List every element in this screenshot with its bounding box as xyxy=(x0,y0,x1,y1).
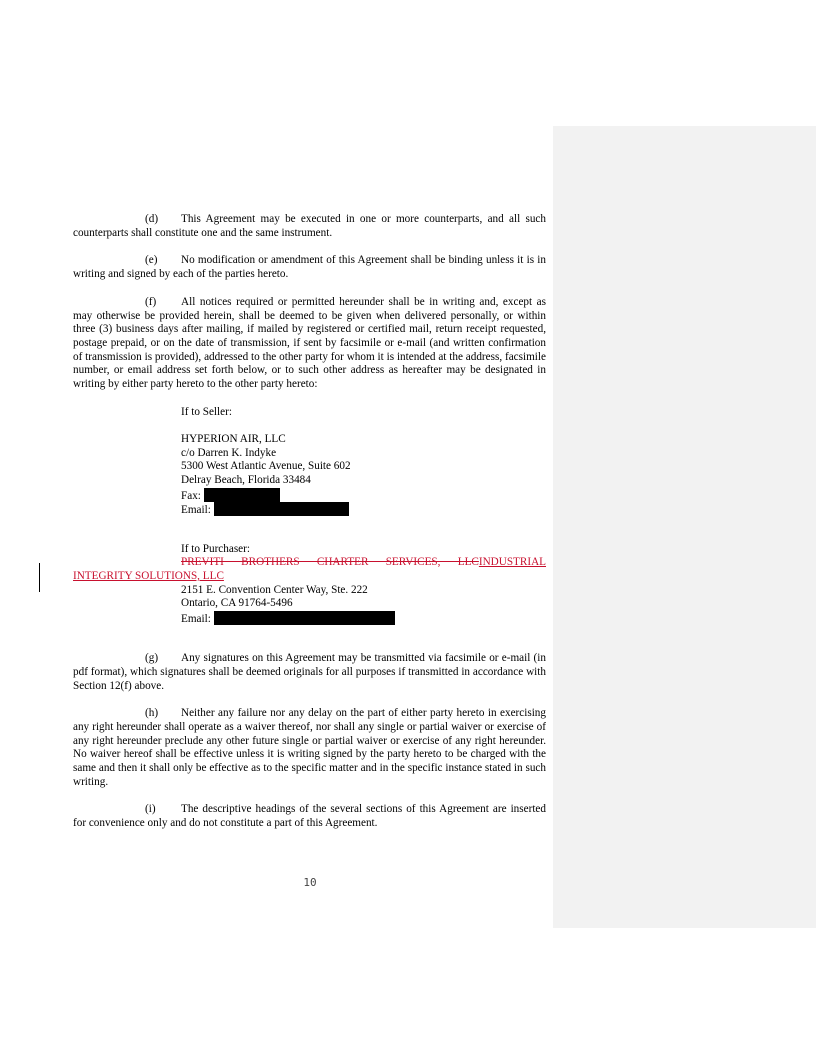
fax-label: Fax: xyxy=(181,489,201,502)
clause-text: This Agreement may be executed in one or more counterparts, and all such counterparts shall constitute one and the same instrument. xyxy=(73,213,546,239)
seller-address xyxy=(73,406,546,516)
clause-label: (i) xyxy=(145,803,156,816)
seller-city: Delray Beach, Florida 33484 xyxy=(181,474,311,487)
purchaser-email xyxy=(181,611,546,625)
redaction-box xyxy=(204,488,280,502)
clause-label: (e) xyxy=(145,254,158,267)
clause-label: (f) xyxy=(145,295,157,308)
purchaser-heading: If to Purchaser: xyxy=(181,542,250,555)
seller-email xyxy=(181,502,546,516)
page-number: 10 xyxy=(303,876,317,889)
seller-street: 5300 West Atlantic Avenue, Suite 602 xyxy=(181,460,351,473)
comment-pane xyxy=(553,126,816,928)
seller-attn: c/o Darren K. Indyke xyxy=(181,446,277,459)
inserted-text: INDUSTRIAL INTEGRITY SOLUTIONS, LLC xyxy=(73,556,546,582)
email-label: Email: xyxy=(181,503,211,516)
change-bar xyxy=(39,563,40,592)
email-label: Email: xyxy=(181,613,211,626)
clause-text: All notices required or permitted hereunder shall be in writing and, except as may otherwise be provided herein, shall be deemed to be given when delivered personally, or within three (3) business days after mailing, if mailed by registered or certified mail, return receipt requested, postage prepaid, or on the date of transmission, if sent by facsimile or e-mail (and written confirmation of transmission is provided), addressed to the other party for whom it is intended at the address, facsimile number, or email address set forth below, or to such other address as hereafter may be designated in writing by either party hereto to the other party hereto: xyxy=(73,295,546,391)
clause-label: (h) xyxy=(145,707,159,720)
deleted-text: PREVITI BROTHERS CHARTER SERVICES, LLC xyxy=(181,556,479,569)
clause-text: No modification or amendment of this Agreement shall be binding unless it is in writing and signed by each of the parties hereto. xyxy=(73,254,546,281)
purchaser-city: Ontario, CA 91764-5496 xyxy=(181,597,293,610)
seller-fax xyxy=(181,488,546,502)
clause-label: (d) xyxy=(145,213,159,225)
document-body xyxy=(73,213,546,845)
clause-text: The descriptive headings of the several sections of this Agreement are inserted for convenience only and do not constitute a part of this Agreement. xyxy=(73,803,546,830)
purchaser-street: 2151 E. Convention Center Way, Ste. 222 xyxy=(181,583,368,596)
clause-h xyxy=(73,707,546,789)
purchaser-heading-block xyxy=(73,543,546,557)
seller-heading: If to Seller: xyxy=(181,405,232,418)
redaction-box xyxy=(214,502,349,516)
purchaser-name-revision xyxy=(73,556,546,583)
seller-name: HYPERION AIR, LLC xyxy=(181,433,286,446)
redaction-box xyxy=(214,611,395,625)
clause-g xyxy=(73,652,546,693)
clause-d xyxy=(73,213,546,240)
clause-f xyxy=(73,296,546,392)
clause-label: (g) xyxy=(145,652,159,665)
clause-i xyxy=(73,803,546,830)
clause-text: Neither any failure nor any delay on the part of either party hereto in exercising any right hereunder shall operate as a waiver thereof, nor shall any single or partial waiver or exercise of any right hereunder preclude any other future single or partial waiver or exercise of any right hereunder. No waiver hereof shall be effective unless it is writing signed by the party hereto to be charged with the same and then it shall only be effective as to the specific matter and in the specific instance stated in such writing. xyxy=(73,707,546,788)
purchaser-address xyxy=(73,584,546,625)
clause-e xyxy=(73,254,546,281)
clause-text: Any signatures on this Agreement may be transmitted via facsimile or e-mail (in pdf format), which signatures shall be deemed originals for all purposes if transmitted in accordance with Section 12(f) above. xyxy=(73,652,546,692)
